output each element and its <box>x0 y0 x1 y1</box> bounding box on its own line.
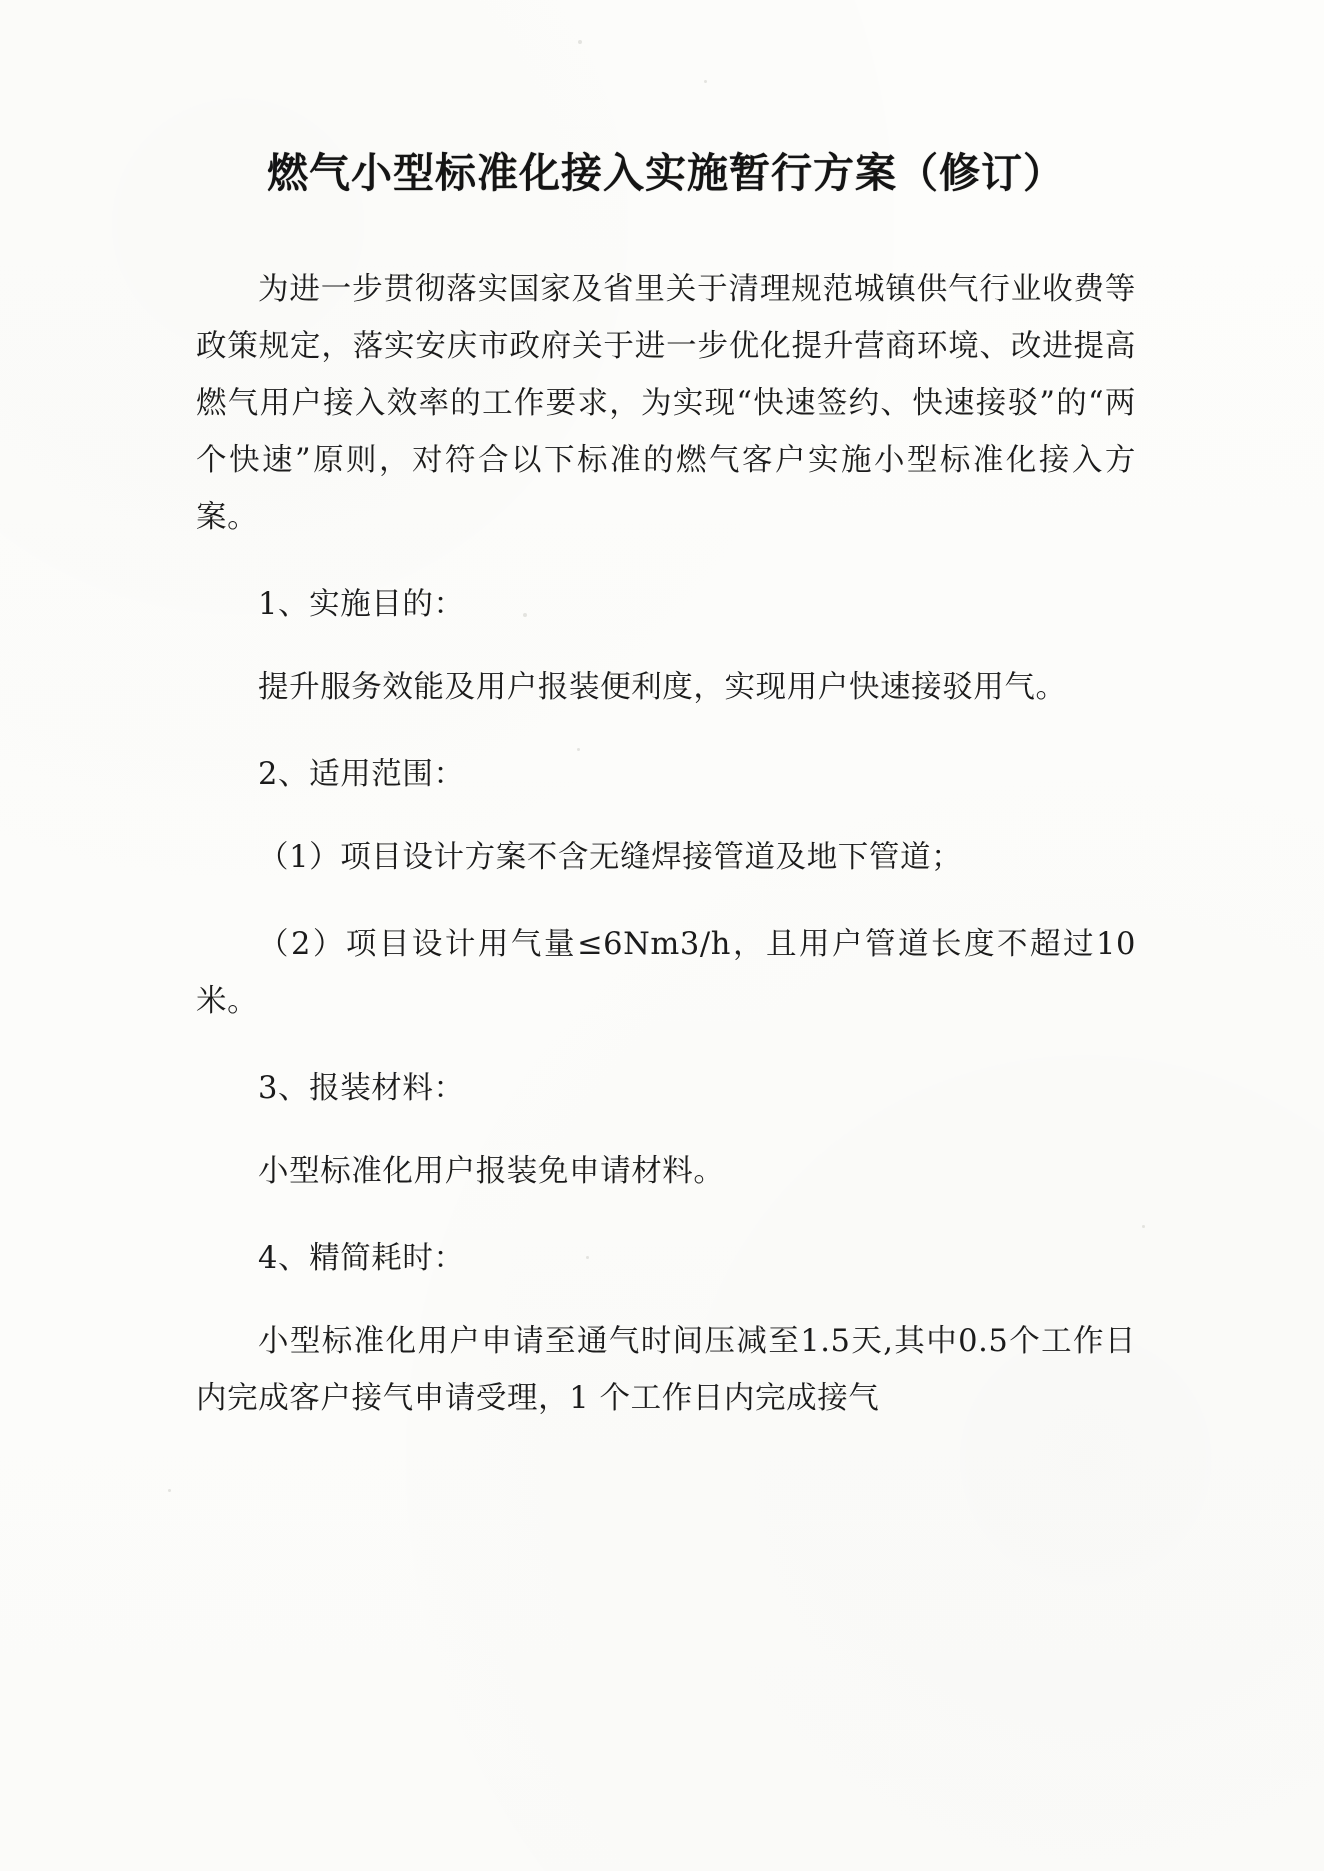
document-body <box>196 261 1136 1427</box>
section-body-1: 提升服务效能及用户报装便利度，实现用户快速接驳用气。 <box>258 670 1067 705</box>
scan-speck <box>1142 1225 1145 1228</box>
scan-speck <box>168 1489 171 1492</box>
section-heading-2: 2、适用范围： <box>258 757 465 792</box>
section-item-2-2: （2）项目设计用气量≤6Nm3/h，且用户管道长度不超过10 米。 <box>196 927 1136 1019</box>
page-title: 燃气小型标准化接入实施暂行方案（修订） <box>267 149 1065 197</box>
section-heading-1: 1、实施目的： <box>258 587 465 622</box>
section-body-4: 小型标准化用户申请至通气时间压减至1.5天,其中0.5个工作日内完成客户接气申请受理，1 个工作日内完成接气 <box>196 1324 1136 1416</box>
section-heading-4: 4、精简耗时： <box>258 1241 465 1276</box>
section-item-2-1: （1）项目设计方案不含无缝焊接管道及地下管道； <box>258 840 963 875</box>
section-heading-3: 3、报装材料： <box>258 1071 465 1106</box>
document-content <box>196 0 1136 1457</box>
section-body-3: 小型标准化用户报装免申请材料。 <box>258 1154 725 1189</box>
paragraph-intro: 为进一步贯彻落实国家及省里关于清理规范城镇供气行业收费等政策规定，落实安庆市政府关于进一步优化提升营商环境、改进提高燃气用户接入效率的工作要求，为实现“快速签约、快速接驳”的“两个快速”原则，对符合以下标准的燃气客户实施小型标准化接入方案。 <box>196 272 1136 535</box>
